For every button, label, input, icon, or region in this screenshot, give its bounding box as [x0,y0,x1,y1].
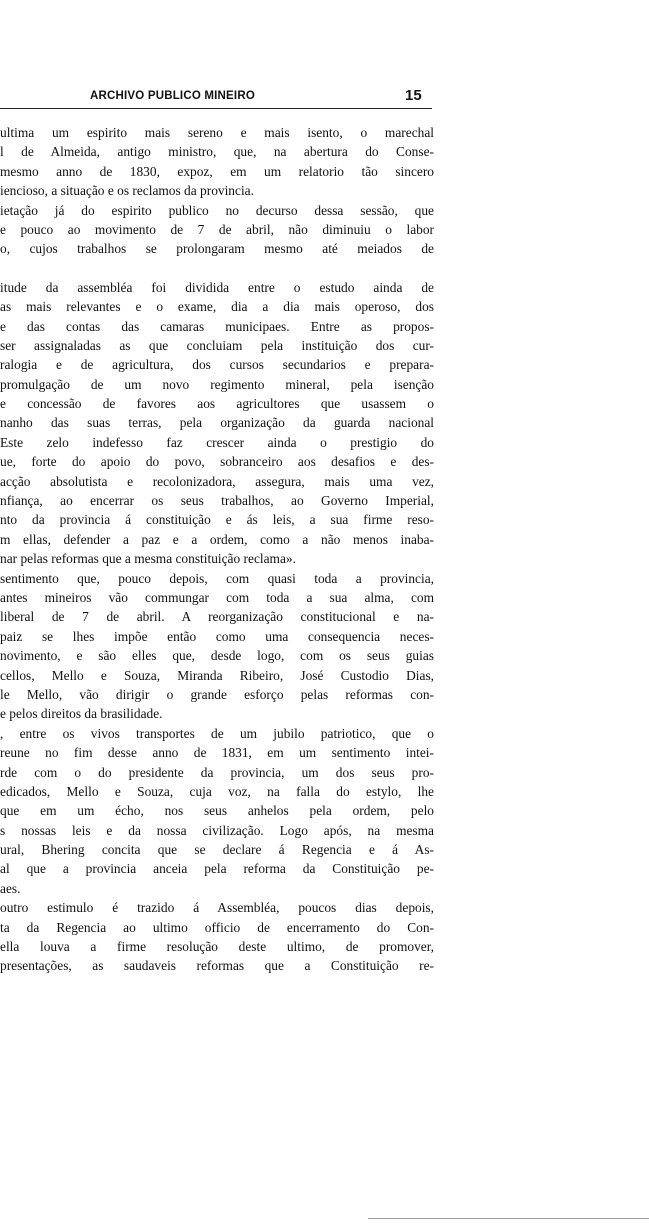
running-head-title: ARCHIVO PUBLICO MINEIRO [90,90,255,102]
text-line: le Mello, vão dirigir o grande esforço pelas reformas con- [0,686,434,702]
running-head [0,87,440,110]
footer-rule [368,1218,649,1219]
text-line: ultima um espirito mais sereno e mais isento, o marechal [0,125,434,140]
text-line: acção absolutista e recolonizadora, assegura, mais uma vez, [0,473,434,489]
text-line: sentimento que, pouco depois, com quasi toda a provincia, [0,570,434,586]
text-line: paiz se lhes impõe então como uma consequencia neces- [0,628,434,644]
text-line: ella louva a firme resolução deste ultimo, de promover, [0,939,434,955]
text-line: promulgação de um novo regimento mineral, pela isenção [0,376,434,392]
text-line: edicados, Mello e Souza, cuja voz, na falla do estylo, lhe [0,783,434,799]
page-number: 15 [405,87,422,104]
body-text [0,123,434,976]
text-line: aes. [0,880,21,896]
text-line: Este zelo indefesso faz crescer ainda o prestigio do [0,434,434,450]
text-line: que em um écho, nos seus anhelos pela ordem, pelo [0,803,434,819]
text-line: antes mineiros vão commungar com toda a sua alma, com [0,589,434,605]
text-line: itude da assembléa foi dividida entre o estudo ainda de [0,279,434,295]
text-line: as mais relevantes e o exame, dia a dia mais operoso, dos [0,299,434,315]
header-rule [0,108,432,109]
text-line: e concessão de favores aos agricultores que usassem o [0,396,434,412]
text-line: reune no fim desse anno de 1831, em um sentimento intei- [0,745,434,761]
text-line: ser assignaladas as que concluiam pela instituição dos cur- [0,337,434,353]
text-line: rde com o do presidente da provincia, um dos seus pro- [0,764,434,780]
text-line: presentações, as saudaveis reformas que a Constituição re- [0,958,434,974]
text-line: nto da provincia á constituição e ás leis, a sua firme reso- [0,512,434,528]
text-line: o, cujos trabalhos se prolongaram mesmo até meiados de [0,241,434,257]
text-line: nanho das suas terras, pela organização da guarda nacional [0,415,434,431]
text-line: e pelos direitos da brasilidade. [0,706,163,722]
text-line: iencioso, a situação e os reclamos da provincia. [0,183,254,199]
text-line: mesmo anno de 1830, expoz, em um relatorio tão sincero [0,163,434,179]
text-line: outro estimulo é trazido á Assembléa, poucos dias depois, [0,900,434,916]
text-line: m ellas, defender a paz e a ordem, como a não menos inaba- [0,531,434,547]
text-line: ralogia e de agricultura, dos cursos secundarios e prepara- [0,357,434,373]
text-line: nfiança, ao encerrar os seus trabalhos, ao Governo Imperial, [0,493,434,509]
text-line: e pouco ao movimento de 7 de abril, não diminuiu o labor [0,221,434,237]
text-line: s nossas leis e da nossa civilização. Logo após, na mesma [0,822,434,838]
text-line: al que a provincia anceia pela reforma da Constituição pe- [0,861,434,877]
text-line: nar pelas reformas que a mesma constituição reclama». [0,551,296,567]
text-line: , entre os vivos transportes de um jubilo patriotico, que o [0,725,434,741]
text-line: ietação já do espirito publico no decurso dessa sessão, que [0,202,434,218]
text-line: e das contas das camaras municipaes. Entre as propos- [0,318,434,334]
text-line: liberal de 7 de abril. A reorganização constitucional e na- [0,609,434,625]
text-line: cellos, Mello e Souza, Miranda Ribeiro, José Custodio Dias, [0,667,434,683]
text-line: l de Almeida, antigo ministro, que, na abertura do Conse- [0,144,434,160]
text-line: ta da Regencia ao ultimo officio de encerramento do Con- [0,919,434,935]
text-line: novimento, e são elles que, desde logo, com os seus guias [0,648,434,664]
text-line: ural, Bhering concita que se declare á Regencia e á As- [0,842,434,858]
text-line: ue, forte do apoio do povo, sobranceiro aos desafios e des- [0,454,434,470]
